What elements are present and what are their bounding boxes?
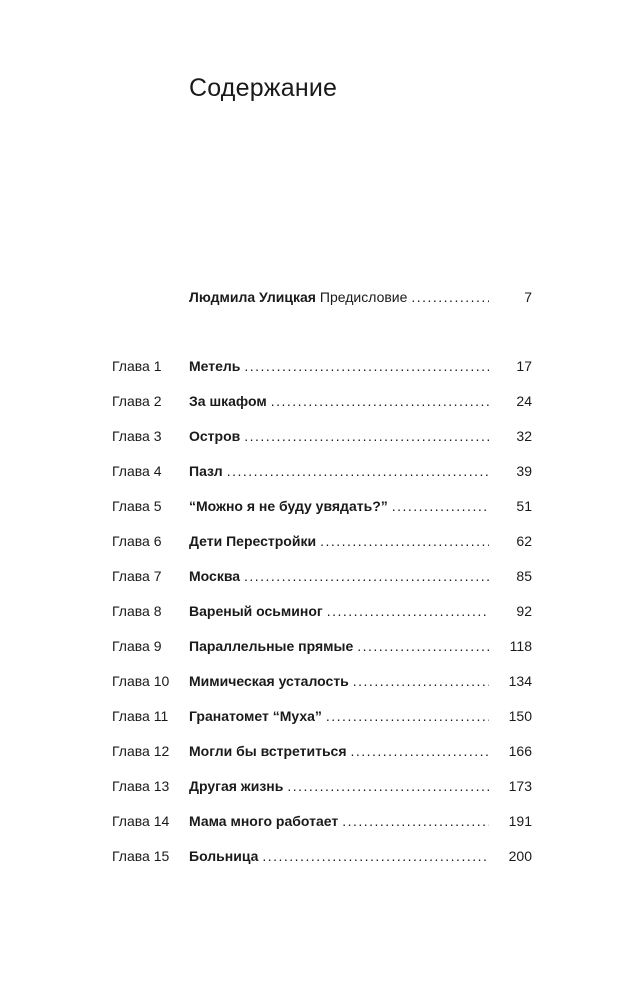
toc-entry-text: [189, 425, 489, 447]
chapter-title: Метель: [189, 358, 241, 374]
toc-entry-chapter[interactable]: [0, 565, 644, 587]
page-number: 32: [516, 428, 532, 444]
toc-entry-chapter[interactable]: [0, 460, 644, 482]
chapter-label: Глава 6: [112, 533, 162, 549]
chapter-title: Гранатомет “Муха”: [189, 708, 322, 724]
page-number: 150: [508, 708, 532, 724]
dot-leader: [351, 740, 489, 762]
toc-entry-text: [189, 635, 489, 657]
chapter-title: Другая жизнь: [189, 778, 284, 794]
page-number: 134: [508, 673, 532, 689]
chapter-label: Глава 14: [112, 813, 170, 829]
page-title: Содержание: [189, 74, 338, 102]
dot-leader: [244, 355, 489, 377]
page-number: 51: [516, 498, 532, 514]
chapter-title: Мама много работает: [189, 813, 339, 829]
toc-entry-text: [189, 775, 489, 797]
page-number: 17: [516, 358, 532, 374]
page-number: 39: [516, 463, 532, 479]
chapter-label: Глава 10: [112, 673, 170, 689]
chapter-title: Вареный осьминог: [189, 603, 323, 619]
toc-entry-text: [189, 390, 489, 412]
dot-leader: [353, 670, 489, 692]
toc-entry-text: [189, 740, 489, 762]
page-number: 7: [524, 289, 532, 305]
chapter-title: Москва: [189, 568, 241, 584]
page-number: 118: [509, 638, 532, 654]
chapter-label: Глава 2: [112, 393, 162, 409]
toc-entry-text: [189, 355, 489, 377]
toc-entry-text: [189, 670, 489, 692]
toc-entry-chapter[interactable]: [0, 600, 644, 622]
chapter-title: Мимическая усталость: [189, 673, 349, 689]
chapter-label: Глава 5: [112, 498, 162, 514]
page-number: 24: [516, 393, 532, 409]
chapter-label: Глава 13: [112, 778, 170, 794]
toc-entry-text: [189, 286, 489, 308]
toc-entry-text: [189, 845, 489, 867]
chapter-title: Могли бы встретиться: [189, 743, 347, 759]
chapter-label: Глава 3: [112, 428, 162, 444]
dot-leader: [326, 705, 489, 727]
dot-leader: [244, 425, 489, 447]
toc-entry-text: [189, 600, 489, 622]
toc-entry-preface[interactable]: [0, 286, 644, 308]
chapter-label: Глава 9: [112, 638, 162, 654]
toc-entry-chapter[interactable]: [0, 425, 644, 447]
preface-title: Предисловие: [319, 289, 408, 305]
page-number: 166: [508, 743, 532, 759]
toc-entry-text: [189, 565, 489, 587]
dot-leader: [411, 286, 489, 308]
toc-entry-chapter[interactable]: [0, 390, 644, 412]
dot-leader: [287, 775, 489, 797]
chapter-title: Пазл: [189, 463, 223, 479]
toc-entry-chapter[interactable]: [0, 530, 644, 552]
page-number: 85: [516, 568, 532, 584]
chapter-title: Параллельные прямые: [189, 638, 354, 654]
page-number: 62: [516, 533, 532, 549]
chapter-title: Больница: [189, 848, 259, 864]
toc-entry-chapter[interactable]: [0, 635, 644, 657]
chapter-title: Дети Перестройки: [189, 533, 317, 549]
toc-entry-text: [189, 495, 489, 517]
chapter-title: “Можно я не буду увядать?”: [189, 498, 388, 514]
toc-entry-chapter[interactable]: [0, 810, 644, 832]
dot-leader: [262, 845, 489, 867]
chapter-label: Глава 4: [112, 463, 162, 479]
dot-leader: [357, 635, 489, 657]
toc-entry-text: [189, 460, 489, 482]
toc-entry-chapter[interactable]: [0, 355, 644, 377]
page-number: 191: [508, 813, 532, 829]
dot-leader: [392, 495, 489, 517]
toc-entry-chapter[interactable]: [0, 705, 644, 727]
toc-entry-text: [189, 810, 489, 832]
chapter-label: Глава 15: [112, 848, 170, 864]
toc-entry-chapter[interactable]: [0, 740, 644, 762]
chapter-title: Остров: [189, 428, 241, 444]
toc-entry-chapter[interactable]: [0, 670, 644, 692]
preface-author: Людмила Улицкая: [189, 289, 316, 305]
chapter-label: Глава 11: [112, 708, 169, 724]
dot-leader: [327, 600, 489, 622]
dot-leader: [244, 565, 489, 587]
toc-entry-chapter[interactable]: [0, 495, 644, 517]
dot-leader: [320, 530, 489, 552]
chapter-label: Глава 7: [112, 568, 162, 584]
toc-entry-text: [189, 530, 489, 552]
toc-entry-text: [189, 705, 489, 727]
chapter-title: За шкафом: [189, 393, 267, 409]
dot-leader: [342, 810, 489, 832]
page-number: 92: [516, 603, 532, 619]
chapter-label: Глава 1: [112, 358, 162, 374]
toc-entry-chapter[interactable]: [0, 775, 644, 797]
chapter-label: Глава 8: [112, 603, 162, 619]
dot-leader: [227, 460, 489, 482]
page-number: 173: [508, 778, 532, 794]
chapter-label: Глава 12: [112, 743, 170, 759]
toc-entry-chapter[interactable]: [0, 845, 644, 867]
dot-leader: [271, 390, 489, 412]
page-number: 200: [508, 848, 532, 864]
